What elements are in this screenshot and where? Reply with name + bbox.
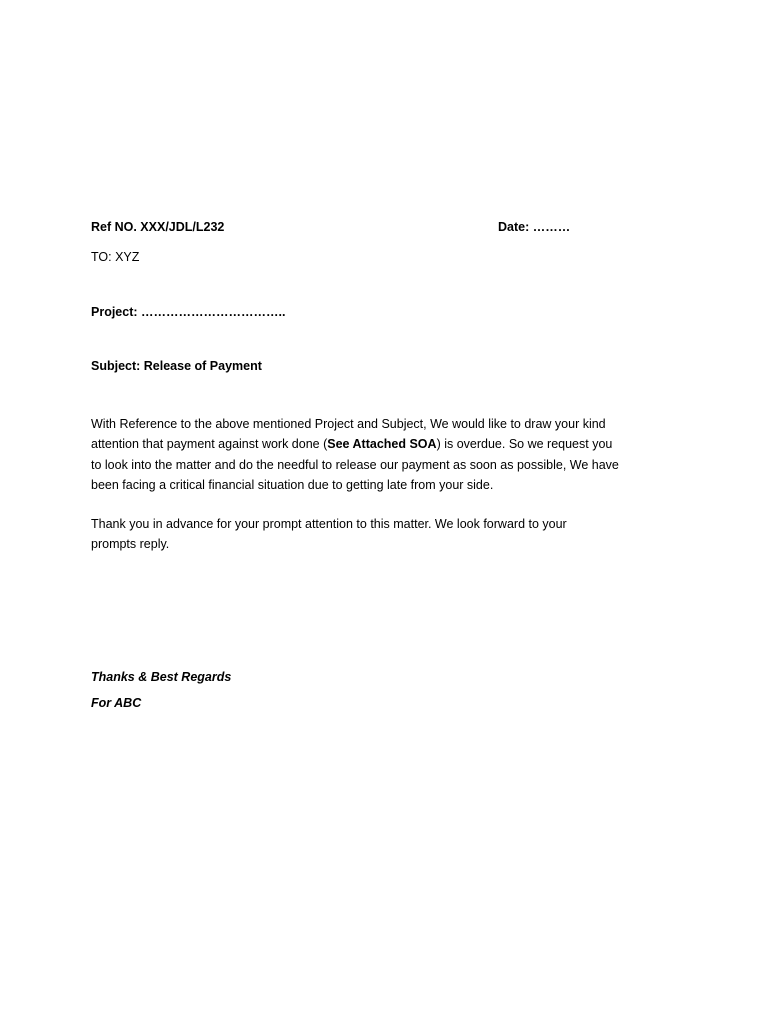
recipient-line — [91, 247, 139, 267]
body-text: attention that payment against work done ( — [91, 437, 328, 452]
signoff-company: For ABC — [91, 696, 142, 710]
attachment-reference: See Attached SOA — [327, 437, 437, 452]
body-paragraph-1 — [91, 414, 691, 495]
body-line: to look into the matter and do the needful to release our payment as soon as possible, We have — [91, 457, 619, 472]
body-paragraph-2 — [91, 514, 691, 555]
subject-line: Subject: Release of Payment — [91, 359, 262, 373]
body-line — [91, 434, 691, 454]
date-field: Date: ……… — [498, 220, 571, 234]
closing-regards: Thanks & Best Regards — [91, 670, 232, 684]
body-line: Thank you in advance for your prompt attention to this matter. We look forward to your — [91, 517, 567, 531]
body-text: ) is overdue. So we request you — [436, 437, 613, 452]
recipient-label: TO: — [91, 250, 112, 264]
body-line: prompts reply. — [91, 537, 170, 552]
body-line: With Reference to the above mentioned Project and Subject, We would like to draw your kind — [91, 417, 606, 431]
reference-number: Ref NO. XXX/JDL/L232 — [91, 220, 225, 234]
body-line: been facing a critical financial situation due to getting late from your side. — [91, 477, 494, 492]
recipient-name: XYZ — [111, 250, 140, 264]
project-line: Project: …………………………….. — [91, 305, 286, 319]
